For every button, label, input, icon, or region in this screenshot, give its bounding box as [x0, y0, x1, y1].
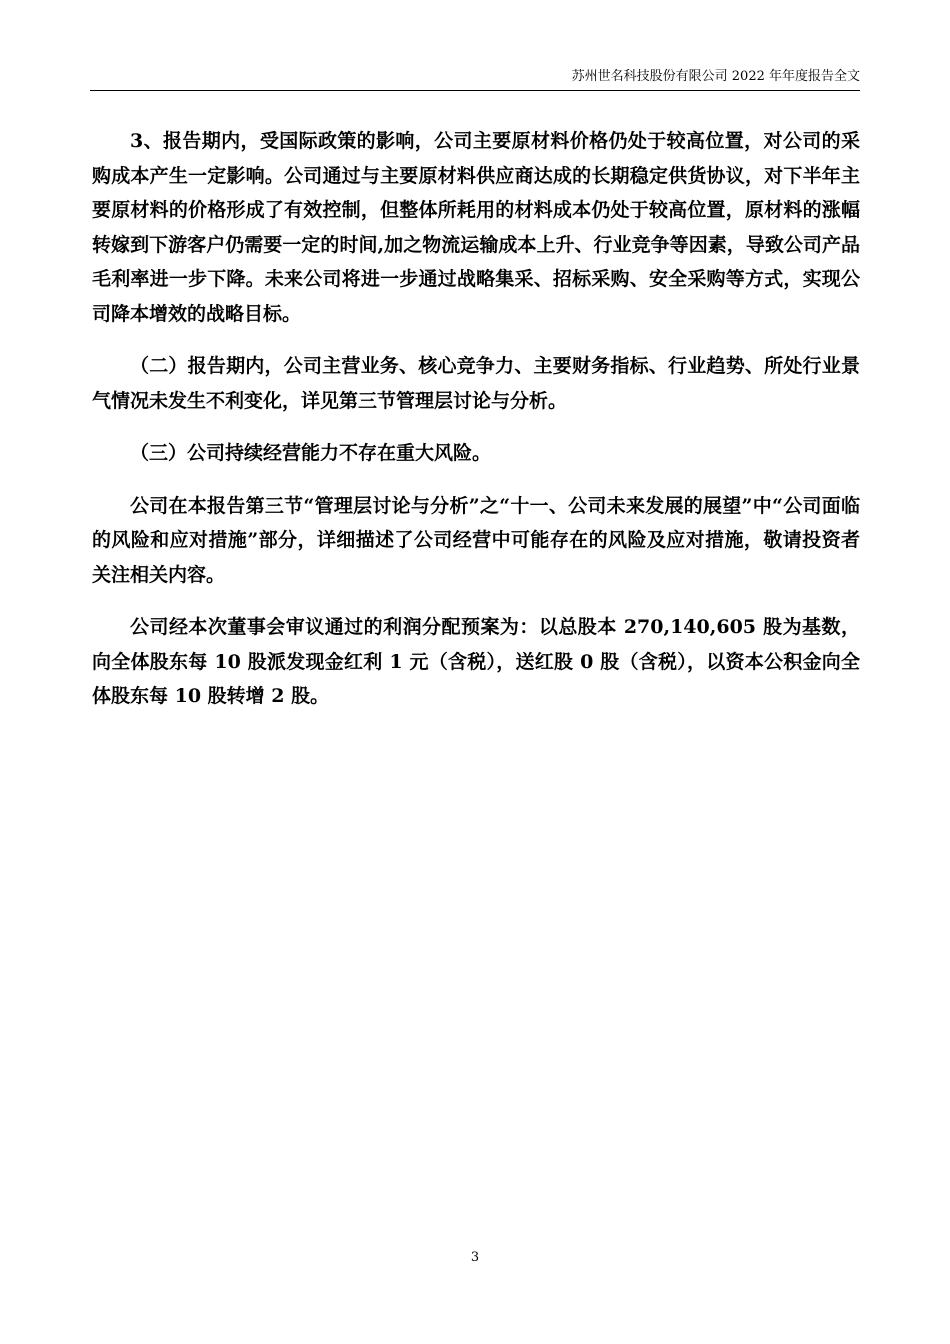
paragraph-no-adverse-change: （二）报告期内，公司主营业务、核心竞争力、主要财务指标、行业趋势、所处行业景气情况未发生不利变化，详见第三节管理层讨论与分析。 — [92, 355, 860, 412]
page-header — [90, 68, 860, 91]
paragraph-profit-distribution: 公司经本次董事会审议通过的利润分配预案为：以总股本 270,140,605 股为基数，向全体股东每 10 股派发现金红利 1 元（含税），送红股 0 股（含税），以资本公积金向全体股东每 10 股转增 2 股。 — [92, 616, 860, 707]
report-title: 苏州世名科技股份有限公司 2022 年年度报告全文 — [571, 69, 860, 84]
page-number: 3 — [470, 1250, 480, 1265]
paragraph-risk-raw-materials: 3、报告期内，受国际政策的影响，公司主要原材料价格仍处于较高位置，对公司的采购成本产生一定影响。公司通过与主要原材料供应商达成的长期稳定供货协议，对下半年主要原材料的价格形成了有效控制，但整体所耗用的材料成本仍处于较高位置，原材料的涨幅转嫁到下游客户仍需要一定的时间,加之物流运输成本上升、行业竞争等因素，导致公司产品毛利率进一步下降。未来公司将进一步通过战略集采、招标采购、安全采购等方式，实现公司降本增效的战略目标。 — [92, 130, 860, 325]
paragraph-risk-reference: 公司在本报告第三节“管理层讨论与分析”之“十一、公司未来发展的展望”中“公司面临的风险和应对措施”部分，详细描述了公司经营中可能存在的风险及应对措施，敬请投资者关注相关内容。 — [92, 494, 860, 586]
document-body — [92, 124, 860, 732]
paragraph-going-concern: （三）公司持续经营能力不存在重大风险。 — [130, 442, 492, 464]
